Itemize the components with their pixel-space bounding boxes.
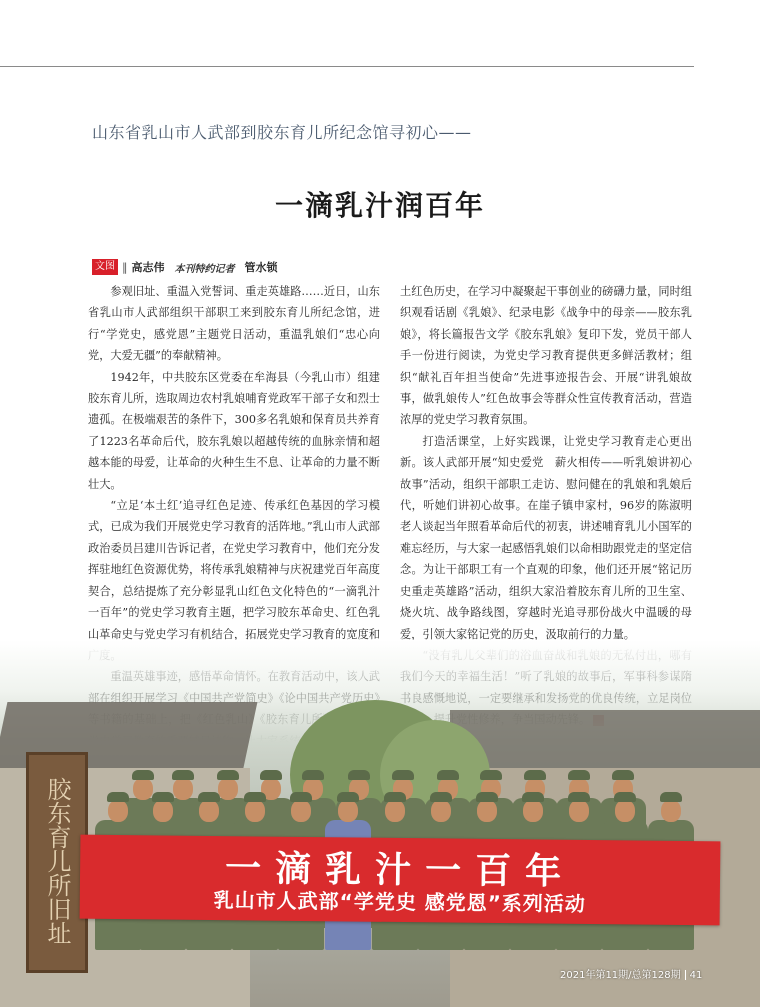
issue-info: 2021年第11期/总第128期 xyxy=(560,970,681,981)
paragraph: “立足‘本土红’追寻红色足迹、传承红色基因的学习模式，已成为我们开展党史学习教育的活阵地。”乳山市人武部政治委员吕建川告诉记者，在党史学习教育中，他们充分发挥驻地红色资源优势，将传承乳娘精神与庆祝建党百年高度契合，总结提炼了充分彰显乳山红色文化特色的“一滴乳汁一百年”的党史学习教育主题，把学习胶东革命史、红色乳山革命史与党史学习有机结合，拓展党史学习教育的宽度和 xyxy=(88,499,380,641)
byline-divider: ‖ xyxy=(122,260,128,274)
byline-tag: 文图 xyxy=(92,259,118,275)
top-rule xyxy=(0,66,694,67)
paragraph: 1942年，中共胶东区党委在牟海县（今乳山市）组建胶东育儿所，选取周边农村乳娘哺育党政军干部子女和烈士遗孤。在极端艰苦的条件下，300多名乳娘和保育员共养育了1223名革命后代，胶东乳娘以超越传统的血脉亲情和超越本能的母爱，让革命的火种生生不息、让革命的力量不断壮大。 xyxy=(88,370,380,491)
article-kicker: 山东省乳山市人武部到胶东育儿所纪念馆寻初心—— xyxy=(92,123,472,142)
folio-divider xyxy=(685,970,686,980)
roof xyxy=(450,710,760,770)
plaque-text: 胶东育儿所旧址 xyxy=(43,777,71,945)
article-title: 一滴乳汁润百年 xyxy=(274,189,485,222)
banner-line-1: 一滴乳汁一百年 xyxy=(224,848,576,893)
byline xyxy=(92,258,412,276)
page-number: 41 xyxy=(689,970,703,981)
red-banner xyxy=(80,835,721,926)
byline-role: 本刊特约记者 xyxy=(174,263,235,275)
memorial-plaque xyxy=(26,752,88,973)
paragraph: 打造活课堂，上好实践课，让党史学习教育走心更出新。该人武部开展“知史爱党 薪火相传——听乳娘讲初心故事”活动，组织干部职工走访、慰问健在的乳娘和乳娘后代，听她们讲初心故事。在崖子镇申家村，96岁的陈淑明老人谈起当年照看革命后代的初衷，讲述哺育乳儿小国军的难忘经历，与大家一起感悟乳娘们以命相助跟党走的坚定信念。为让干部职工有一个直观的印象，他们还开展“铭记历史重走英雄路”活动，组织大家沿着胶东育儿所的卫生室、烧火坑、战争路线图，穿越时光追寻那份战火中温暖的母爱，引领大家铭记党的历史，汲取前行的力量。 xyxy=(400,434,692,641)
byline-authors: 高志伟 xyxy=(131,261,165,274)
banner-line-2: 乳山市人武部“学党史 感党恩”系列活动 xyxy=(213,888,587,916)
paragraph: 参观旧址、重温入党誓词、重走英雄路……近日，山东省乳山市人武部组织干部职工来到胶东育儿所纪念馆，进行“学党史，感党恩”主题党日活动，重温乳娘们“忠心向党，大爱无疆”的奉献精神。 xyxy=(88,285,380,363)
page-folio xyxy=(560,966,702,981)
paragraph: 土红色历史，在学习中凝聚起干事创业的磅礴力量，同时组织观看话剧《乳娘》、纪录电影《战争中的母亲——胶东乳娘》，将长篇报告文学《胶东乳娘》复印下发，党员干部人手一份进行阅读，为党史学习教育提供更多鲜活教材；组织“献礼百年担当使命”先进事迹报告会、开展“讲乳娘故事，做乳娘传人”红色故事会等群众性宣传教育活动，营造浓厚的党史学习教育氛围。 xyxy=(400,285,692,427)
byline-reporter: 管水锁 xyxy=(244,261,278,274)
